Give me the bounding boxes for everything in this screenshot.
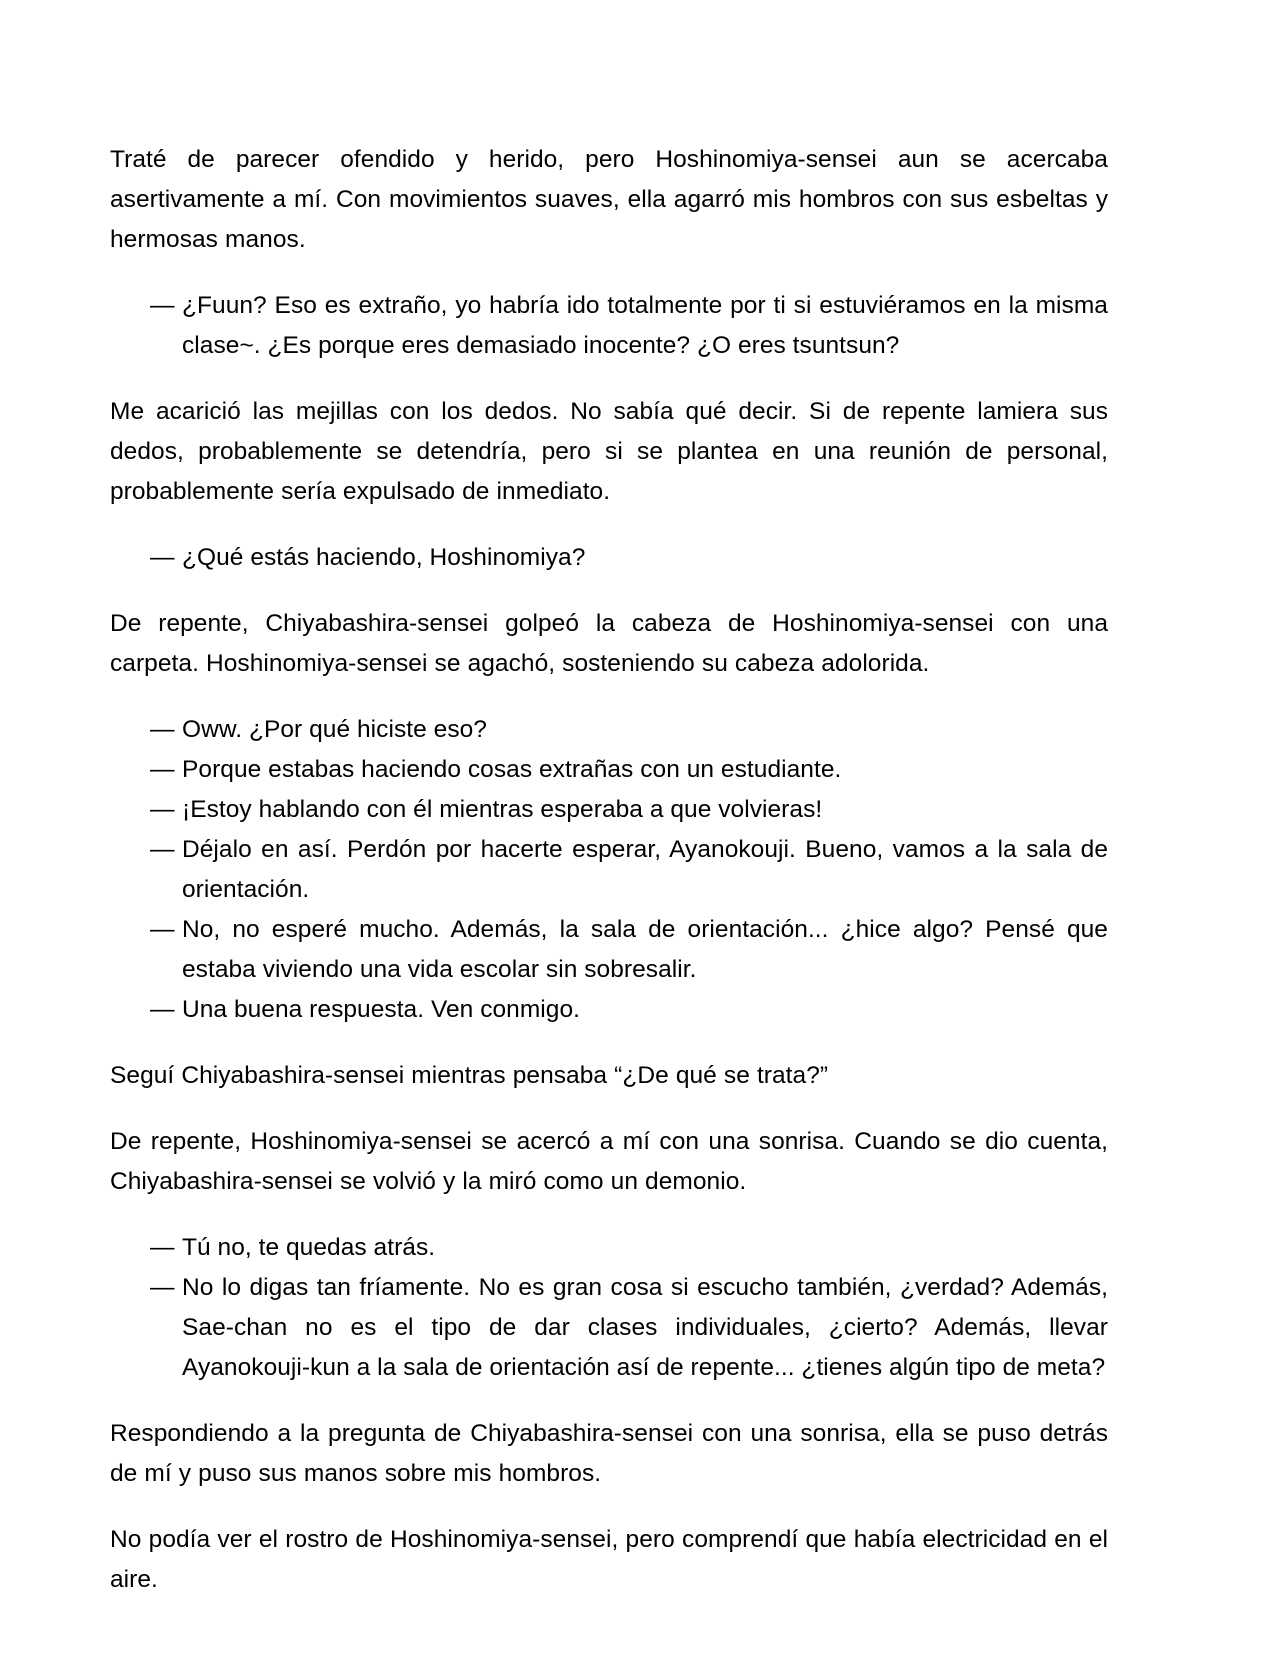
- dialogue-list-4: [110, 1228, 1108, 1388]
- em-dash-icon: —: [150, 544, 175, 571]
- paragraph-3: De repente, Chiyabashira-sensei golpeó la cabeza de Hoshinomiya-sensei con una carpeta. Hoshinomiya-sensei se agachó, sosteniendo su cabeza adolorida.: [110, 610, 1108, 677]
- em-dash-icon: —: [150, 1234, 175, 1261]
- dialogue-line-text: Déjalo en así. Perdón por hacerte esperar, Ayanokouji. Bueno, vamos a la sala de orientación.: [182, 836, 1108, 903]
- dialogue-list-1: [110, 286, 1108, 366]
- paragraph-7: No podía ver el rostro de Hoshinomiya-sensei, pero comprendí que había electricidad en el aire.: [110, 1526, 1108, 1593]
- paragraph-5: De repente, Hoshinomiya-sensei se acercó a mí con una sonrisa. Cuando se dio cuenta, Chiyabashira-sensei se volvió y la miró como un demonio.: [110, 1128, 1108, 1195]
- dialogue-line: [150, 286, 1108, 366]
- em-dash-icon: —: [150, 916, 175, 943]
- paragraph-2: Me acarició las mejillas con los dedos. No sabía qué decir. Si de repente lamiera sus dedos, probablemente se detendría, pero si se plantea en una reunión de personal, probablemente sería expulsado de inmediato.: [110, 398, 1108, 505]
- dialogue-line: [150, 710, 1108, 750]
- dialogue-list-3: [110, 710, 1108, 1030]
- dialogue-line-text: Tú no, te quedas atrás.: [182, 1234, 436, 1261]
- dialogue-line: [150, 910, 1108, 990]
- dialogue-line-text: Oww. ¿Por qué hiciste eso?: [182, 716, 487, 743]
- em-dash-icon: —: [150, 996, 175, 1023]
- dialogue-line: [150, 790, 1108, 830]
- em-dash-icon: —: [150, 756, 175, 783]
- em-dash-icon: —: [150, 796, 175, 823]
- dialogue-line-text: ¡Estoy hablando con él mientras esperaba a que volvieras!: [182, 796, 823, 823]
- dialogue-line: [150, 538, 1108, 578]
- dialogue-line: [150, 1228, 1108, 1268]
- dialogue-line-text: ¿Fuun? Eso es extraño, yo habría ido totalmente por ti si estuviéramos en la misma clase~. ¿Es porque eres demasiado inocente? ¿O eres tsuntsun?: [182, 292, 1108, 359]
- dialogue-line-text: ¿Qué estás haciendo, Hoshinomiya?: [182, 544, 586, 571]
- paragraph-6: Respondiendo a la pregunta de Chiyabashira-sensei con una sonrisa, ella se puso detrás de mí y puso sus manos sobre mis hombros.: [110, 1420, 1108, 1487]
- em-dash-icon: —: [150, 1274, 175, 1301]
- paragraph-1: Traté de parecer ofendido y herido, pero Hoshinomiya-sensei aun se acercaba asertivamente a mí. Con movimientos suaves, ella agarró mis hombros con sus esbeltas y hermosas manos.: [110, 146, 1108, 253]
- dialogue-list-2: [110, 538, 1108, 578]
- dialogue-line-text: Porque estabas haciendo cosas extrañas con un estudiante.: [182, 756, 842, 783]
- document-content: [110, 140, 1108, 1600]
- dialogue-line: [150, 830, 1108, 910]
- dialogue-line-text: Una buena respuesta. Ven conmigo.: [182, 996, 581, 1023]
- dialogue-line: [150, 1268, 1108, 1388]
- em-dash-icon: —: [150, 292, 175, 319]
- em-dash-icon: —: [150, 716, 175, 743]
- dialogue-line: [150, 750, 1108, 790]
- paragraph-4: Seguí Chiyabashira-sensei mientras pensaba “¿De qué se trata?”: [110, 1062, 829, 1089]
- em-dash-icon: —: [150, 836, 175, 863]
- dialogue-line-text: No lo digas tan fríamente. No es gran cosa si escucho también, ¿verdad? Además, Sae-chan no es el tipo de dar clases individuales, ¿cierto? Además, llevar Ayanokouji-kun a la sala de orientación así de repente... ¿tienes algún tipo de meta?: [182, 1274, 1108, 1381]
- dialogue-line-text: No, no esperé mucho. Además, la sala de orientación... ¿hice algo? Pensé que estaba viviendo una vida escolar sin sobresalir.: [182, 916, 1108, 983]
- dialogue-line: [150, 990, 1108, 1030]
